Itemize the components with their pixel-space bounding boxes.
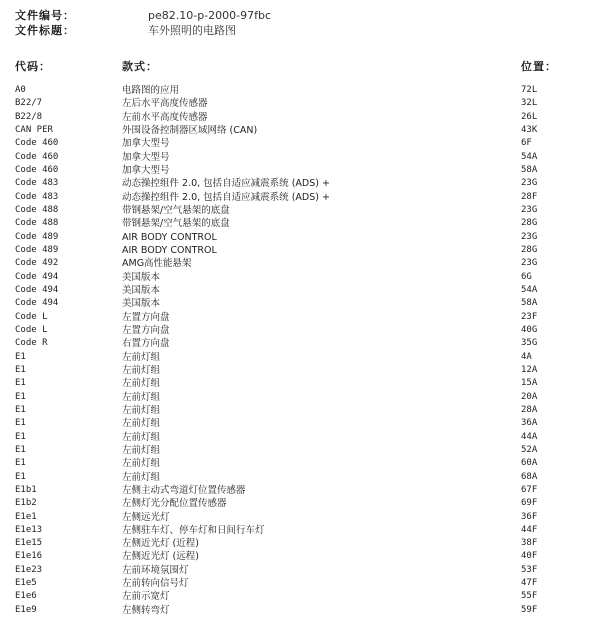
- row-style: 电路图的应用: [122, 85, 180, 96]
- table-row: [0, 364, 601, 377]
- table-row: [0, 444, 601, 457]
- table-row: [0, 297, 601, 310]
- table-row: [0, 151, 601, 164]
- row-position: 36F: [521, 511, 538, 522]
- row-code: Code 460: [15, 151, 59, 162]
- row-style: 动态操控组件 2.0, 包括自适应减震系统 (ADS) +: [122, 191, 330, 203]
- table-row: [0, 471, 601, 484]
- row-style: 左侧灯光分配位置传感器: [122, 498, 227, 510]
- row-style: 左前环境氛围灯: [122, 564, 189, 576]
- table-row: [0, 137, 601, 150]
- row-style: 带钢悬架/空气悬架的底盘: [122, 204, 230, 216]
- row-style: 右置方向盘: [122, 338, 170, 350]
- table-row: [0, 284, 601, 297]
- row-position: 52A: [521, 444, 538, 455]
- row-code: B22/7: [15, 98, 43, 109]
- header-position: 位置：: [521, 60, 557, 73]
- row-code: E1e23: [15, 564, 43, 575]
- table-row: [0, 244, 601, 257]
- row-position: 58A: [521, 164, 538, 175]
- table-row: [0, 537, 601, 550]
- table-row: [0, 97, 601, 110]
- row-style: 美国版本: [122, 284, 161, 296]
- table-row: [0, 590, 601, 603]
- row-code: E1e16: [15, 551, 43, 562]
- table-row: [0, 404, 601, 417]
- row-style: 左前灯组: [122, 444, 161, 456]
- table-row: [0, 337, 601, 350]
- row-position: 23G: [521, 204, 538, 215]
- row-position: 23F: [521, 311, 538, 322]
- row-style: AIR BODY CONTROL: [122, 231, 217, 243]
- row-code: E1e5: [15, 578, 37, 589]
- row-position: 43K: [521, 124, 538, 135]
- row-position: 68A: [521, 471, 538, 482]
- row-position: 72L: [521, 85, 538, 95]
- table-row: [0, 391, 601, 404]
- row-style: AIR BODY CONTROL: [122, 244, 217, 256]
- row-code: Code 488: [15, 204, 59, 215]
- row-code: E1: [15, 458, 26, 469]
- row-position: 12A: [521, 364, 538, 375]
- row-code: E1: [15, 444, 26, 455]
- row-style: 左前转向信号灯: [122, 578, 189, 590]
- table-row: [0, 377, 601, 390]
- row-position: 67F: [521, 484, 538, 495]
- row-style: 左前灯组: [122, 378, 161, 390]
- row-position: 54A: [521, 151, 538, 162]
- row-style: 带钢悬架/空气悬架的底盘: [122, 218, 230, 230]
- row-style: 左侧主动式弯道灯位置传感器: [122, 484, 246, 496]
- row-style: 加拿大型号: [122, 138, 170, 150]
- row-style: 左前灯组: [122, 431, 161, 443]
- table-row: [0, 257, 601, 270]
- row-style: 左前灯组: [122, 471, 161, 483]
- table-row: [0, 524, 601, 537]
- row-position: 28A: [521, 404, 538, 415]
- table-row: [0, 351, 601, 364]
- row-style: 动态操控组件 2.0, 包括自适应减震系统 (ADS) +: [122, 178, 330, 190]
- row-position: 35G: [521, 338, 538, 349]
- table-row: [0, 191, 601, 204]
- row-position: 23G: [521, 258, 538, 269]
- row-code: Code 494: [15, 271, 59, 282]
- row-position: 60A: [521, 458, 538, 469]
- table-row: [0, 204, 601, 217]
- row-code: A0: [15, 85, 26, 95]
- table-row: [0, 497, 601, 510]
- row-code: Code 483: [15, 191, 59, 202]
- row-code: E1: [15, 418, 26, 429]
- table-row: [0, 484, 601, 497]
- table-row: [0, 324, 601, 337]
- row-position: 54A: [521, 284, 538, 295]
- row-position: 38F: [521, 538, 538, 549]
- table-row: [0, 604, 601, 617]
- row-code: B22/8: [15, 111, 43, 122]
- row-style: 左置方向盘: [122, 324, 170, 336]
- row-position: 36A: [521, 418, 538, 429]
- row-style: 左前灯组: [122, 418, 161, 430]
- table-row: [0, 511, 601, 524]
- row-position: 32L: [521, 98, 538, 109]
- row-style: 左侧近光灯 (远程): [122, 551, 199, 563]
- header-code: 代码：: [15, 60, 51, 73]
- row-style: 左前灯组: [122, 351, 161, 363]
- row-style: 左侧转弯灯: [122, 604, 170, 616]
- row-code: E1: [15, 378, 26, 389]
- table-row: [0, 164, 601, 177]
- table-row: [0, 217, 601, 230]
- table-row: [0, 271, 601, 284]
- row-code: E1b1: [15, 484, 37, 495]
- row-position: 44A: [521, 431, 538, 442]
- row-position: 23G: [521, 178, 538, 189]
- row-style: 左前灯组: [122, 364, 161, 376]
- row-style: 加拿大型号: [122, 151, 170, 163]
- doc-title-label: 文件标题：: [15, 24, 75, 37]
- row-position: 59F: [521, 604, 538, 615]
- row-code: Code 489: [15, 231, 59, 242]
- row-code: E1: [15, 471, 26, 482]
- row-style: 左前灯组: [122, 404, 161, 416]
- table-row: [0, 550, 601, 563]
- table-row: [0, 457, 601, 470]
- table-row: [0, 124, 601, 137]
- row-position: 58A: [521, 298, 538, 309]
- doc-number-label: 文件编号：: [15, 9, 75, 22]
- row-code: E1: [15, 351, 26, 362]
- table-row: [0, 311, 601, 324]
- row-position: 20A: [521, 391, 538, 402]
- doc-title-value: 车外照明的电路图: [148, 24, 236, 37]
- row-code: Code 489: [15, 244, 59, 255]
- table-row: [0, 231, 601, 244]
- table-row: [0, 564, 601, 577]
- row-position: 6F: [521, 138, 532, 149]
- row-code: Code 492: [15, 258, 59, 269]
- table-row: [0, 111, 601, 124]
- row-position: 28G: [521, 218, 538, 229]
- table-row: [0, 577, 601, 590]
- row-code: CAN PER: [15, 124, 53, 135]
- row-code: E1: [15, 391, 26, 402]
- row-style: 左侧驻车灯、停车灯和日间行车灯: [122, 524, 265, 536]
- row-code: E1e13: [15, 524, 43, 535]
- doc-number-value: pe82.10-p-2000-97fbc: [148, 9, 272, 22]
- row-style: 左侧远光灯: [122, 511, 170, 523]
- row-code: E1e9: [15, 604, 37, 615]
- row-position: 40G: [521, 324, 538, 335]
- header-style: 款式：: [122, 60, 158, 73]
- row-code: Code 494: [15, 298, 59, 309]
- table-header: [0, 59, 601, 75]
- table-row: [0, 431, 601, 444]
- row-code: E1e1: [15, 511, 37, 522]
- row-position: 28F: [521, 191, 538, 202]
- row-position: 28G: [521, 244, 538, 255]
- row-code: E1: [15, 404, 26, 415]
- row-code: Code L: [15, 311, 48, 322]
- row-code: E1b2: [15, 498, 37, 509]
- row-style: 左侧近光灯 (近程): [122, 538, 199, 550]
- row-position: 69F: [521, 498, 538, 509]
- table-body: [0, 84, 601, 617]
- row-style: 左前水平高度传感器: [122, 111, 208, 123]
- row-code: E1: [15, 431, 26, 442]
- row-position: 23G: [521, 231, 538, 242]
- table-row: [0, 84, 601, 97]
- row-position: 40F: [521, 551, 538, 562]
- row-style: 左置方向盘: [122, 311, 170, 323]
- row-position: 15A: [521, 378, 538, 389]
- row-code: Code 483: [15, 178, 59, 189]
- row-code: Code 460: [15, 164, 59, 175]
- row-style: 外围设备控制器区域网络 (CAN): [122, 124, 258, 136]
- row-code: Code L: [15, 324, 48, 335]
- row-position: 47F: [521, 578, 538, 589]
- table-row: [0, 177, 601, 190]
- row-position: 6G: [521, 271, 532, 282]
- row-position: 26L: [521, 111, 538, 122]
- row-position: 53F: [521, 564, 538, 575]
- row-style: AMG高性能悬架: [122, 258, 192, 270]
- row-code: Code 460: [15, 138, 59, 149]
- row-style: 左前灯组: [122, 391, 161, 403]
- table-row: [0, 417, 601, 430]
- row-position: 4A: [521, 351, 532, 362]
- row-style: 美国版本: [122, 298, 161, 310]
- row-style: 左后水平高度传感器: [122, 98, 208, 110]
- row-code: Code 494: [15, 284, 59, 295]
- row-position: 44F: [521, 524, 538, 535]
- row-style: 加拿大型号: [122, 164, 170, 176]
- row-code: E1: [15, 364, 26, 375]
- row-code: Code 488: [15, 218, 59, 229]
- row-style: 左前示宽灯: [122, 591, 170, 603]
- row-position: 55F: [521, 591, 538, 602]
- row-code: E1e6: [15, 591, 37, 602]
- row-code: E1e15: [15, 538, 43, 549]
- row-style: 左前灯组: [122, 458, 161, 470]
- row-style: 美国版本: [122, 271, 161, 283]
- row-code: Code R: [15, 338, 48, 349]
